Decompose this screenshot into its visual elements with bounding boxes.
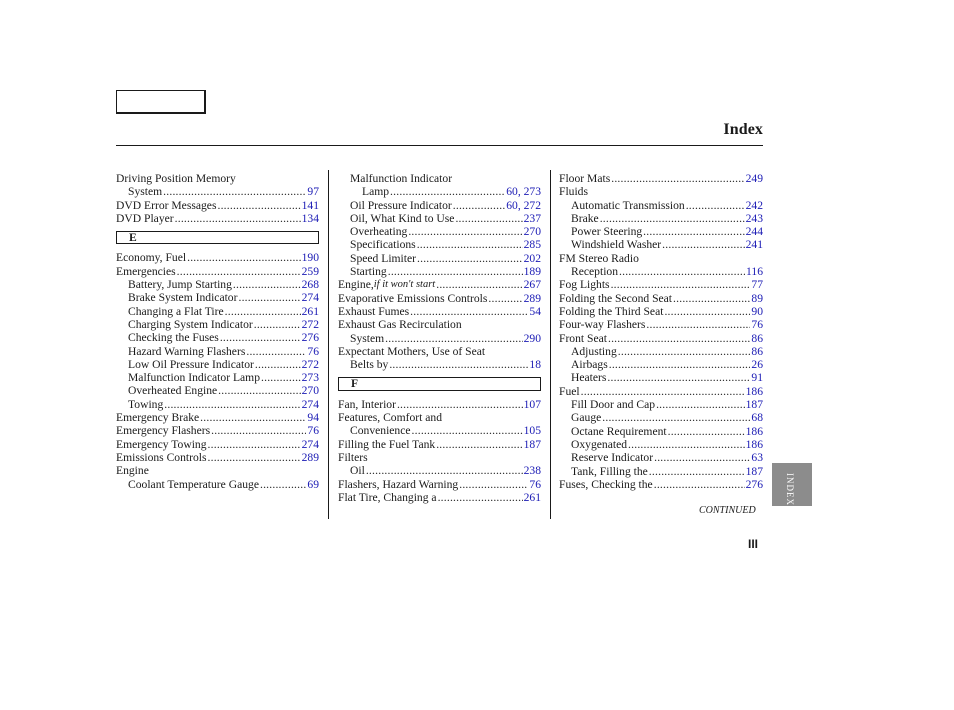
index-subentry[interactable] — [559, 438, 763, 451]
index-entry[interactable] — [116, 411, 319, 424]
index-subentry[interactable] — [559, 451, 763, 464]
entry-text: Filters — [338, 450, 368, 464]
index-subentry — [338, 172, 541, 185]
entry-text: Fuses, Checking the — [559, 477, 653, 491]
index-subentry[interactable] — [116, 358, 319, 371]
page-reference-link[interactable]: 267 — [523, 278, 541, 292]
page-reference-link[interactable]: 243 — [745, 211, 763, 225]
entry-text: Lamp — [362, 185, 390, 199]
index-subentry[interactable] — [559, 265, 763, 278]
dot-leader — [385, 332, 522, 345]
entry-text: DVD Player — [116, 211, 174, 225]
dot-leader — [619, 265, 745, 278]
dot-leader — [397, 398, 523, 411]
dot-leader — [436, 278, 522, 291]
index-subentry[interactable] — [338, 212, 541, 225]
dot-leader — [438, 491, 523, 504]
index-entry[interactable] — [116, 424, 319, 437]
page-reference-link[interactable]: 186 — [745, 424, 763, 438]
page-reference-link[interactable]: 54 — [529, 304, 541, 318]
dot-leader — [260, 478, 306, 491]
index-subentry[interactable] — [116, 291, 319, 304]
dot-leader — [607, 371, 750, 384]
page-reference-link[interactable]: 244 — [745, 225, 763, 239]
index-subentry[interactable] — [338, 185, 541, 198]
dot-leader — [654, 451, 750, 464]
index-entry[interactable] — [338, 491, 541, 504]
index-entry[interactable] — [116, 199, 319, 212]
dot-leader — [217, 199, 300, 212]
dot-leader — [662, 238, 744, 251]
index-entry[interactable] — [559, 385, 763, 398]
entry-text: Filling the Fuel Tank — [338, 437, 436, 451]
page-reference-link[interactable]: 105 — [523, 424, 541, 438]
page-reference-link[interactable]: 241 — [745, 238, 763, 252]
entry-text: Fluids — [559, 185, 588, 199]
page-reference-link[interactable]: 134 — [301, 211, 319, 225]
dot-leader — [600, 212, 745, 225]
dot-leader — [455, 212, 522, 225]
dot-leader — [609, 358, 751, 371]
index-entry[interactable] — [338, 305, 541, 318]
dot-leader — [254, 318, 301, 331]
continued-label: CONTINUED — [699, 505, 756, 516]
index-side-tab[interactable] — [772, 463, 812, 506]
entry-text: Reception — [571, 265, 619, 279]
entry-text: Charging System Indicator — [128, 317, 253, 331]
entry-text: Emergencies — [116, 264, 176, 278]
index-subentry[interactable] — [559, 411, 763, 424]
entry-text: Emergency Brake — [116, 411, 200, 425]
page-reference-link[interactable]: 89 — [751, 291, 763, 305]
page-reference-link[interactable]: 272 — [301, 357, 319, 371]
page-reference-link[interactable]: 187 — [745, 398, 763, 412]
page-reference-link[interactable]: 261 — [301, 304, 319, 318]
entry-text: Emergency Towing — [116, 437, 207, 451]
dot-leader — [177, 265, 301, 278]
dot-leader — [218, 384, 300, 397]
header-box — [116, 90, 206, 114]
index-entry — [338, 451, 541, 464]
index-subentry[interactable] — [116, 331, 319, 344]
entry-text: Changing a Flat Tire — [128, 304, 224, 318]
entry-text: Oil Pressure Indicator — [350, 198, 452, 212]
index-subentry[interactable] — [338, 265, 541, 278]
dot-leader — [225, 305, 301, 318]
dot-leader — [200, 411, 306, 424]
page-reference-link[interactable]: 242 — [745, 198, 763, 212]
page-reference-link[interactable]: 68 — [751, 411, 763, 425]
dot-leader — [261, 371, 301, 384]
entry-qualifier: if it won't start — [373, 279, 436, 291]
entry-text: Speed Limiter — [350, 251, 417, 265]
index-subentry[interactable] — [116, 384, 319, 397]
page-reference-link[interactable]: 86 — [751, 344, 763, 358]
entry-text: Folding the Second Seat — [559, 291, 673, 305]
dot-leader — [643, 225, 744, 238]
entry-text: Engine, — [338, 278, 374, 292]
index-subentry[interactable] — [338, 238, 541, 251]
entry-text: Emergency Flashers — [116, 424, 211, 438]
index-subentry[interactable] — [559, 371, 763, 384]
entry-text: Engine — [116, 464, 149, 478]
entry-text: Fuel — [559, 384, 580, 398]
index-subentry[interactable] — [559, 358, 763, 371]
index-subentry[interactable] — [559, 425, 763, 438]
entry-text: Features, Comfort and — [338, 411, 442, 425]
index-subentry[interactable] — [116, 398, 319, 411]
dot-leader — [175, 212, 301, 225]
page-reference-link[interactable]: 91 — [751, 371, 763, 385]
index-entry[interactable] — [338, 478, 541, 491]
entry-text: Exhaust Gas Recirculation — [338, 318, 462, 332]
index-entry — [338, 345, 541, 358]
index-subentry[interactable] — [338, 252, 541, 265]
dot-leader — [673, 292, 750, 305]
dot-leader — [654, 478, 745, 491]
index-entry — [116, 172, 319, 185]
page-reference-link[interactable]: 69 — [307, 477, 319, 491]
index-entry[interactable] — [338, 278, 541, 291]
dot-leader — [611, 172, 744, 185]
index-subentry[interactable] — [116, 345, 319, 358]
entry-text: Hazard Warning Flashers — [128, 344, 246, 358]
page-reference-link[interactable]: 274 — [301, 397, 319, 411]
entry-text: Folding the Third Seat — [559, 304, 664, 318]
dot-leader — [453, 199, 505, 212]
dot-leader — [408, 225, 522, 238]
index-entry[interactable] — [116, 438, 319, 451]
index-subentry[interactable] — [559, 199, 763, 212]
page-reference-link[interactable]: 186 — [745, 384, 763, 398]
index-subentry[interactable] — [116, 185, 319, 198]
dot-leader — [366, 464, 523, 477]
side-tab-label: INDEX — [785, 473, 795, 506]
index-column-1 — [116, 172, 319, 491]
entry-text: System — [350, 331, 385, 345]
entry-text: Fog Lights — [559, 278, 610, 292]
entry-text: Starting — [350, 265, 387, 279]
page-number: III — [748, 537, 759, 551]
dot-leader — [238, 291, 300, 304]
entry-text: Convenience — [350, 424, 411, 438]
index-entry[interactable] — [559, 332, 763, 345]
page-reference-link[interactable]: 289 — [523, 291, 541, 305]
page-reference-link[interactable]: 270 — [301, 384, 319, 398]
entry-text: Tank, Filling the — [571, 464, 648, 478]
index-subentry[interactable] — [559, 345, 763, 358]
page-reference-link[interactable]: 273 — [301, 371, 319, 385]
entry-text: Oil, What Kind to Use — [350, 211, 455, 225]
index-subentry[interactable] — [116, 318, 319, 331]
entry-text: Brake — [571, 211, 599, 225]
page-reference-link[interactable]: 186 — [745, 437, 763, 451]
dot-leader — [628, 438, 745, 451]
page-reference-link[interactable]: 276 — [745, 477, 763, 491]
entry-text: Octane Requirement — [571, 424, 667, 438]
dot-leader — [608, 332, 750, 345]
entry-text: Heaters — [571, 371, 607, 385]
entry-text: Flat Tire, Changing a — [338, 490, 437, 504]
index-subentry[interactable] — [338, 464, 541, 477]
index-subentry[interactable] — [116, 478, 319, 491]
dot-leader — [246, 345, 306, 358]
dot-leader — [164, 398, 300, 411]
entry-text: Emissions Controls — [116, 450, 207, 464]
page-reference-link[interactable]: 86 — [751, 331, 763, 345]
index-subentry[interactable] — [116, 371, 319, 384]
entry-text: Front Seat — [559, 331, 607, 345]
page-reference-link[interactable]: 60, 273 — [506, 185, 541, 199]
page-reference-link[interactable]: 97 — [307, 185, 319, 199]
page-reference-link[interactable]: 63 — [751, 451, 763, 465]
dot-leader — [412, 424, 523, 437]
page-reference-link[interactable]: 76 — [307, 424, 319, 438]
index-entry[interactable] — [559, 318, 763, 331]
index-entry[interactable] — [116, 212, 319, 225]
index-entry[interactable] — [116, 251, 319, 264]
index-entry[interactable] — [338, 292, 541, 305]
page-reference-link[interactable]: 60, 272 — [506, 198, 541, 212]
index-subentry[interactable] — [338, 424, 541, 437]
page-reference-link[interactable]: 76 — [751, 318, 763, 332]
entry-text: Towing — [128, 397, 164, 411]
dot-leader — [163, 185, 306, 198]
entry-text: Low Oil Pressure Indicator — [128, 357, 254, 371]
index-entry — [559, 185, 763, 198]
page-reference-link[interactable]: 237 — [523, 211, 541, 225]
entry-text: Flashers, Hazard Warning — [338, 477, 459, 491]
entry-text: Reserve Indicator — [571, 451, 654, 465]
dot-leader — [488, 292, 522, 305]
dot-leader — [211, 424, 306, 437]
dot-leader — [656, 398, 745, 411]
entry-text: Checking the Fuses — [128, 331, 219, 345]
dot-leader — [389, 358, 528, 371]
dot-leader — [208, 438, 301, 451]
dot-leader — [686, 199, 745, 212]
index-column-2 — [338, 172, 541, 504]
index-entry[interactable] — [559, 305, 763, 318]
page-reference-link[interactable]: 116 — [746, 265, 763, 279]
entry-text: System — [128, 185, 163, 199]
index-entry — [338, 411, 541, 424]
page-reference-link[interactable]: 276 — [301, 331, 319, 345]
dot-leader — [410, 305, 528, 318]
index-subentry[interactable] — [116, 305, 319, 318]
section-letter-heading: F — [338, 377, 541, 390]
index-entry — [116, 464, 319, 477]
page-reference-link[interactable]: 94 — [307, 411, 319, 425]
page-reference-link[interactable]: 289 — [301, 450, 319, 464]
entry-text: Specifications — [350, 238, 416, 252]
page-reference-link[interactable]: 18 — [529, 358, 541, 372]
entry-text: FM Stereo Radio — [559, 251, 639, 265]
page-reference-link[interactable]: 272 — [301, 317, 319, 331]
dot-leader — [581, 385, 745, 398]
entry-text: Economy, Fuel — [116, 251, 187, 265]
page-reference-link[interactable]: 189 — [523, 265, 541, 279]
page-reference-link[interactable]: 26 — [751, 358, 763, 372]
page-reference-link[interactable]: 107 — [523, 397, 541, 411]
page-reference-link[interactable]: 261 — [523, 490, 541, 504]
entry-text: Expectant Mothers, Use of Seat — [338, 344, 486, 358]
page-reference-link[interactable]: 202 — [523, 251, 541, 265]
entry-text: Airbags — [571, 358, 608, 372]
page-reference-link[interactable]: 290 — [523, 331, 541, 345]
dot-leader — [417, 252, 523, 265]
dot-leader — [187, 251, 301, 264]
dot-leader — [436, 438, 522, 451]
section-letter-heading: E — [116, 231, 319, 244]
page-reference-link[interactable]: 90 — [751, 304, 763, 318]
dot-leader — [417, 238, 523, 251]
entry-text: Brake System Indicator — [128, 291, 238, 305]
entry-text: Exhaust Fumes — [338, 304, 410, 318]
entry-text: Overheated Engine — [128, 384, 218, 398]
index-entry — [338, 318, 541, 331]
index-subentry[interactable] — [338, 225, 541, 238]
page-reference-link[interactable]: 249 — [745, 172, 763, 185]
column-divider-2 — [550, 170, 551, 519]
index-column-3 — [559, 172, 763, 491]
dot-leader — [602, 411, 750, 424]
entry-text: Battery, Jump Starting — [128, 278, 232, 292]
entry-text: Power Steering — [571, 225, 643, 239]
column-divider-1 — [328, 170, 329, 519]
index-subentry[interactable] — [559, 238, 763, 251]
index-entry[interactable] — [338, 398, 541, 411]
page-reference-link[interactable]: 76 — [307, 344, 319, 358]
entry-text: Oxygenated — [571, 437, 628, 451]
entry-text: Overheating — [350, 225, 408, 239]
index-entry[interactable] — [559, 292, 763, 305]
page-reference-link[interactable]: 76 — [529, 477, 541, 491]
dot-leader — [220, 331, 301, 344]
index-subentry[interactable] — [559, 465, 763, 478]
index-subentry[interactable] — [116, 278, 319, 291]
page-reference-link[interactable]: 274 — [301, 291, 319, 305]
dot-leader — [668, 425, 745, 438]
index-entry[interactable] — [559, 478, 763, 491]
page-reference-link[interactable]: 268 — [301, 278, 319, 292]
entry-text: Coolant Temperature Gauge — [128, 477, 259, 491]
dot-leader — [649, 465, 745, 478]
index-subentry[interactable] — [338, 332, 541, 345]
page-reference-link[interactable]: 274 — [301, 437, 319, 451]
entry-text: Evaporative Emissions Controls — [338, 291, 488, 305]
page-reference-link[interactable]: 270 — [523, 225, 541, 239]
dot-leader — [388, 265, 523, 278]
index-entry[interactable] — [338, 438, 541, 451]
dot-leader — [664, 305, 750, 318]
entry-text: DVD Error Messages — [116, 198, 217, 212]
dot-leader — [390, 185, 505, 198]
index-subentry[interactable] — [559, 225, 763, 238]
index-subentry[interactable] — [559, 212, 763, 225]
index-subentry[interactable] — [559, 398, 763, 411]
page-reference-link[interactable]: 141 — [301, 198, 319, 212]
index-entry — [559, 252, 763, 265]
page-reference-link[interactable]: 190 — [301, 251, 319, 265]
entry-text: Gauge — [571, 411, 602, 425]
header-rule — [116, 145, 763, 146]
entry-text: Driving Position Memory — [116, 172, 236, 185]
entry-text: Belts by — [350, 358, 389, 372]
entry-text: Automatic Transmission — [571, 198, 685, 212]
dot-leader — [233, 278, 301, 291]
entry-text: Adjusting — [571, 344, 617, 358]
page-reference-link[interactable]: 187 — [523, 437, 541, 451]
dot-leader — [208, 451, 301, 464]
index-entry[interactable] — [559, 172, 763, 185]
page-reference-link[interactable]: 77 — [751, 278, 763, 292]
page-reference-link[interactable]: 285 — [523, 238, 541, 252]
entry-text: Malfunction Indicator Lamp — [128, 371, 260, 385]
index-subentry[interactable] — [338, 358, 541, 371]
index-entry[interactable] — [116, 265, 319, 278]
entry-text: Windshield Washer — [571, 238, 662, 252]
entry-text: Fill Door and Cap — [571, 398, 656, 412]
page-reference-link[interactable]: 238 — [523, 464, 541, 478]
dot-leader — [459, 478, 528, 491]
page-reference-link[interactable]: 259 — [301, 264, 319, 278]
dot-leader — [255, 358, 301, 371]
dot-leader — [618, 345, 751, 358]
index-entry[interactable] — [559, 278, 763, 291]
index-entry[interactable] — [116, 451, 319, 464]
entry-text: Oil — [350, 464, 365, 478]
entry-text: Malfunction Indicator — [350, 172, 453, 185]
index-subentry[interactable] — [338, 199, 541, 212]
entry-text: Floor Mats — [559, 172, 611, 185]
dot-leader — [646, 318, 750, 331]
entry-text: Fan, Interior — [338, 397, 396, 411]
page-reference-link[interactable]: 187 — [745, 464, 763, 478]
dot-leader — [611, 278, 751, 291]
entry-text: Four-way Flashers — [559, 318, 646, 332]
page-title: Index — [723, 121, 763, 138]
